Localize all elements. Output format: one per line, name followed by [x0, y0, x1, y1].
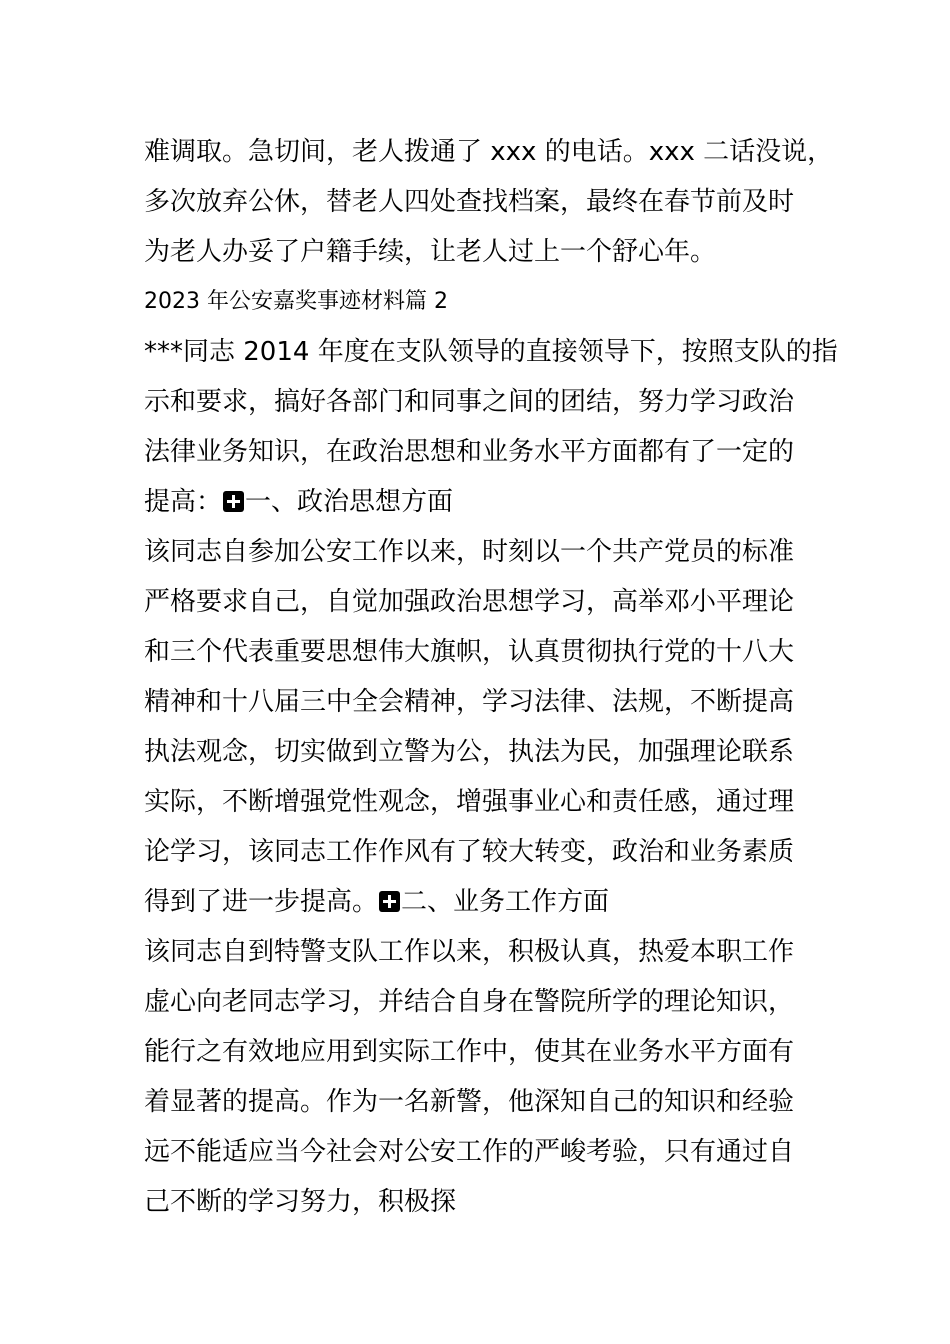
subsection-heading: 一、政治思想方面 [245, 487, 454, 517]
text-line: 难调取。急切间，老人拨通了 xxx 的电话。xxx 二话没说， [144, 137, 834, 167]
text-line: 执法观念，切实做到立警为公，执法为民，加强理论联系 [144, 737, 795, 767]
text-line [144, 884, 609, 920]
text-line [144, 484, 453, 520]
text-line: 远不能适应当今社会对公安工作的严峻考验，只有通过自 [144, 1137, 795, 1167]
text-segment: 提高： [144, 487, 223, 517]
text-line: 为老人办妥了户籍手续，让老人过上一个舒心年。 [144, 237, 717, 267]
text-line: 己不断的学习努力，积极探 [144, 1187, 457, 1217]
text-line: 能行之有效地应用到实际工作中，使其在业务水平方面有 [144, 1037, 795, 1067]
expand-plus-icon [223, 491, 244, 512]
text-line: 精神和十八届三中全会精神，学习法律、法规，不断提高 [144, 687, 795, 717]
text-line: 着显著的提高。作为一名新警，他深知自己的知识和经验 [144, 1087, 795, 1117]
text-line: 该同志自参加公安工作以来，时刻以一个共产党员的标准 [144, 537, 795, 567]
text-line: 严格要求自己，自觉加强政治思想学习，高举邓小平理论 [144, 587, 795, 617]
text-line: 该同志自到特警支队工作以来，积极认真，热爱本职工作 [144, 937, 795, 967]
text-line: 法律业务知识，在政治思想和业务水平方面都有了一定的 [144, 437, 795, 467]
text-line: 实际，不断增强党性观念，增强事业心和责任感，通过理 [144, 787, 795, 817]
text-line: 示和要求，搞好各部门和同事之间的团结，努力学习政治 [144, 387, 795, 417]
text-line: ***同志 2014 年度在支队领导的直接领导下，按照支队的指 [144, 337, 838, 367]
text-segment: 得到了进一步提高。 [144, 887, 379, 917]
text-line: 和三个代表重要思想伟大旗帜，认真贯彻执行党的十八大 [144, 637, 795, 667]
text-line: 多次放弃公休，替老人四处查找档案，最终在春节前及时 [144, 187, 795, 217]
expand-plus-icon [379, 891, 400, 912]
subsection-heading: 二、业务工作方面 [401, 887, 610, 917]
section-heading: 2023 年公安嘉奖事迹材料篇 2 [144, 289, 448, 314]
text-line: 论学习，该同志工作作风有了较大转变，政治和业务素质 [144, 837, 795, 867]
text-line: 虚心向老同志学习，并结合自身在警院所学的理论知识， [144, 987, 795, 1017]
